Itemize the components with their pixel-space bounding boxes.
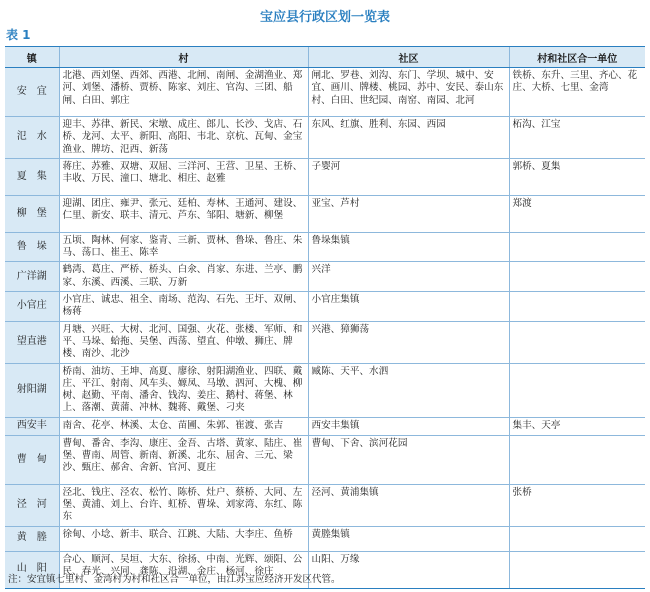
table-row (5, 117, 645, 159)
combined-cell (509, 551, 645, 588)
header-town: 镇 (5, 47, 59, 68)
villages-cell: 徐甸、小埝、新丰、联合、江跳、大陆、大李庄、鱼桥 (59, 526, 308, 551)
town-cell: 曹 甸 (5, 435, 59, 484)
table-header-row (5, 47, 645, 68)
communities-cell: 黄塍集镇 (308, 526, 509, 551)
villages-cell: 南舍、花亭、林溪、太仓、苗圃、朱郭、崔渡、张吉 (59, 417, 308, 435)
town-cell: 射阳湖 (5, 363, 59, 417)
table-row (5, 417, 645, 435)
villages-cell: 五顷、陶林、何家、鉴青、三新、贾林、鲁垛、鲁庄、朱马、荡口、崔王、陈幸 (59, 232, 308, 262)
combined-cell: 郭桥、夏集 (509, 158, 645, 195)
table-body (5, 68, 645, 589)
document-title: 宝应县行政区划一览表 (259, 10, 390, 25)
town-cell: 鲁 垛 (5, 232, 59, 262)
communities-cell: 东风、红旗、胜利、东园、西园 (308, 117, 509, 159)
town-cell: 黄 塍 (5, 526, 59, 551)
header-combined: 村和社区合一单位 (509, 47, 645, 68)
table-row (5, 435, 645, 484)
villages-cell: 蒋庄、苏雅、双塘、双屈、三洋河、王营、卫星、王桥、丰收、万民、潼口、塘北、相庄、赵雅 (59, 158, 308, 195)
header-villages: 村 (59, 47, 308, 68)
combined-cell (509, 262, 645, 292)
admin-division-table (5, 46, 645, 589)
communities-cell: 兴洋 (308, 262, 509, 292)
villages-cell: 合心、顺河、吴垣、大东、徐扬、中南、光辉、颂阳、公民、春光、兴同、龚陈、沿湖、金庄、杨河、徐庄 (59, 551, 308, 588)
combined-cell: 张桥 (509, 484, 645, 526)
combined-cell (509, 526, 645, 551)
table-row (5, 484, 645, 526)
town-cell: 小官庄 (5, 292, 59, 322)
communities-cell: 鲁垛集镇 (308, 232, 509, 262)
table-row (5, 526, 645, 551)
footnote: 注：安宜镇七里村、金湾村为村和社区合一单位，由江苏宝应经济开发区代管。 (8, 574, 341, 585)
town-cell: 广洋湖 (5, 262, 59, 292)
header-communities: 社区 (308, 47, 509, 68)
communities-cell: 兴港、獐狮荡 (308, 321, 509, 363)
combined-cell (509, 363, 645, 417)
table-row (5, 158, 645, 195)
villages-cell: 曹甸、番舍、李沟、康庄、金吾、古塔、黄家、陆庄、崔堡、曹南、周管、新南、新溪、北东、屈舍、三元、梁沙、甄庄、郝舍、舍新、官河、夏庄 (59, 435, 308, 484)
town-cell: 泾 河 (5, 484, 59, 526)
villages-cell: 迎丰、苏律、新民、宋墩、成庄、郎儿、长沙、戈店、石桥、龙河、太平、新阳、高阳、韦北、京杭、瓦甸、金宝渔业、牌坊、氾西、新荡 (59, 117, 308, 159)
communities-cell: 泾河、黄浦集镇 (308, 484, 509, 526)
table-row (5, 363, 645, 417)
villages-cell: 鹤湾、葛庄、严桥、桥头、白氽、肖家、东进、兰亭、鹏家、东溪、西溪、三联、万新 (59, 262, 308, 292)
combined-cell (509, 321, 645, 363)
communities-cell: 亚宝、芦村 (308, 195, 509, 232)
table-row (5, 321, 645, 363)
communities-cell: 闸北、罗巷、刘沟、东门、学坝、城中、安宜、画川、牌楼、桃园、苏中、安民、泰山东村、白田、世纪园、南窑、南园、北河 (308, 68, 509, 117)
combined-cell (509, 435, 645, 484)
combined-cell: 铁桥、东升、三里、齐心、花庄、大桥、七里、金湾 (509, 68, 645, 117)
combined-cell: 柘沟、江宝 (509, 117, 645, 159)
table-label: 表 1 (6, 28, 31, 42)
town-cell: 夏 集 (5, 158, 59, 195)
communities-cell: 小官庄集镇 (308, 292, 509, 322)
town-cell: 安 宜 (5, 68, 59, 117)
town-cell: 氾 水 (5, 117, 59, 159)
communities-cell: 曹甸、下舍、滨河花园 (308, 435, 509, 484)
villages-cell: 小官庄、诚忠、祖全、南场、范沟、石先、王圩、双闸、杨蒋 (59, 292, 308, 322)
communities-cell: 臧陈、天平、水泗 (308, 363, 509, 417)
town-cell: 西安丰 (5, 417, 59, 435)
villages-cell: 泾北、钱庄、泾农、松竹、陈桥、灶户、蔡桥、大同、左堡、黄浦、刘上、台许、虹桥、曹垛、刘家湾、东红、陈东 (59, 484, 308, 526)
table-row (5, 232, 645, 262)
villages-cell: 迎湖、团庄、雍尹、张元、廷柏、寿林、王通河、建设、仁里、新安、联丰、清元、芦东、邹阳、塘新、柳堡 (59, 195, 308, 232)
communities-cell: 山阳、万缘 (308, 551, 509, 588)
table-row (5, 195, 645, 232)
town-cell: 山 阳 (5, 551, 59, 588)
table-row (5, 68, 645, 117)
town-cell: 柳 堡 (5, 195, 59, 232)
town-cell: 望直港 (5, 321, 59, 363)
villages-cell: 北港、西刘堡、西郊、西港、北闸、南闸、金湖渔业、郑河、刘堡、潘桥、贾桥、陈家、刘庄、官沟、三团、船闸、白田、郭庄 (59, 68, 308, 117)
communities-cell: 子婴河 (308, 158, 509, 195)
villages-cell: 桥南、油坊、王坤、高夏、廖徐、射阳湖渔业、四联、戴庄、平江、射南、风车头、嫄凤、马墩、泗河、大槐、柳树、赵勤、平南、潘舍、钱沟、姜庄、鹅村、蒋堡、林上、落潮、黄蒲、冲林、魏蒋、戴堡、刁夹 (59, 363, 308, 417)
villages-cell: 月塘、兴旺、大树、北河、国强、火花、张楼、军师、和平、马垛、蛤拖、吴堡、西荡、望直、仲墩、狮庄、牌楼、南沙、北沙 (59, 321, 308, 363)
communities-cell: 西安丰集镇 (308, 417, 509, 435)
combined-cell: 集丰、天亭 (509, 417, 645, 435)
table-row (5, 292, 645, 322)
combined-cell (509, 232, 645, 262)
table-row (5, 262, 645, 292)
combined-cell (509, 292, 645, 322)
combined-cell: 郑渡 (509, 195, 645, 232)
